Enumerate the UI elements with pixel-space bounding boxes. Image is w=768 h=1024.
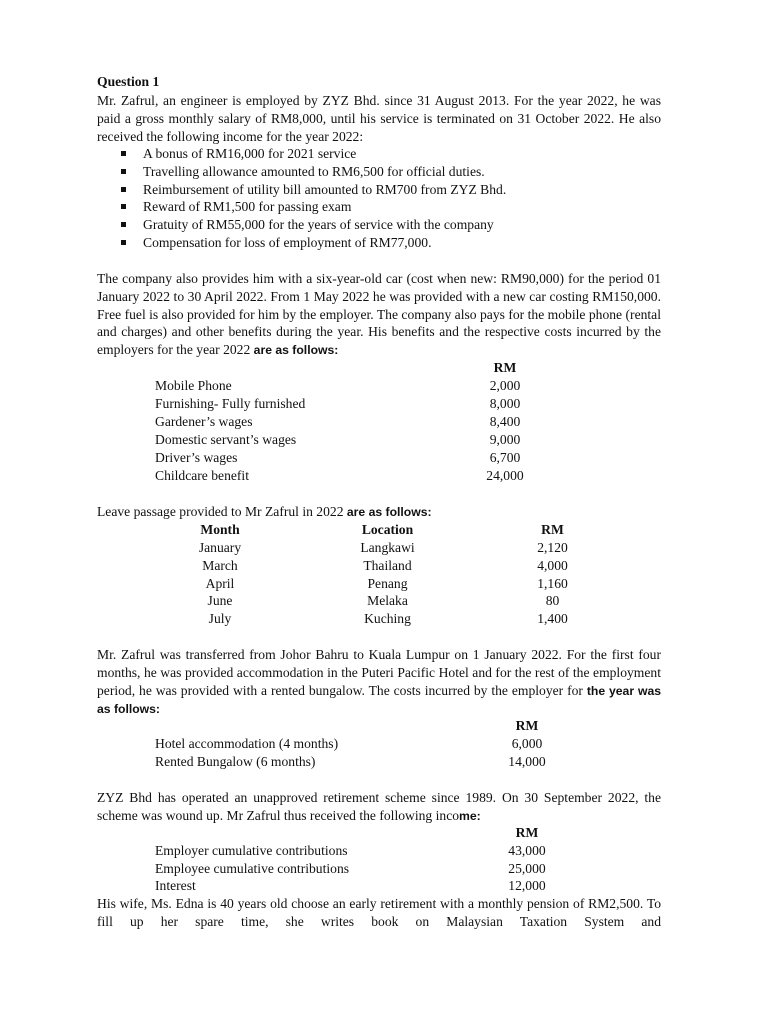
leave-location-header: Location (361, 522, 414, 537)
table-row-label: Employer cumulative contributions (155, 843, 348, 858)
table-row-month: June (207, 593, 233, 608)
table-row-label: Interest (155, 878, 196, 893)
table-row-label: Childcare benefit (155, 468, 249, 483)
bullet-icon (121, 222, 126, 227)
list-item: Compensation for loss of employment of RM77,000. (120, 234, 506, 252)
table-row-month: January (198, 540, 242, 555)
leave-intro: Leave passage provided to Mr Zafrul in 2022 are as follows: (97, 504, 432, 519)
income-list (120, 145, 506, 252)
accommodation-paragraph: Mr. Zafrul was transferred from Johor Bahru to Kuala Lumpur on 1 January 2022. For the first four months, he was provided accommodation in the Puteri Pacific Hotel and for the rest of the employment period, he was provided with a rented bungalow. The costs incurred by the employer for the year was as follows: (97, 647, 661, 717)
table-row-amount: 25,000 (508, 861, 546, 876)
table-row-amount: 80 (545, 593, 560, 608)
table-row-amount: 6,000 (511, 736, 543, 751)
question-heading: Question 1 (97, 74, 160, 89)
intro-paragraph: Mr. Zafrul, an engineer is employed by ZYZ Bhd. since 31 August 2013. For the year 2022, he was paid a gross monthly salary of RM8,000, until his service is terminated on 31 October 2022. He also received the following income for the year 2022: (97, 93, 661, 144)
table-row-label: Driver’s wages (155, 450, 238, 465)
accommodation-rm-header: RM (515, 718, 539, 733)
table-row-label: Gardener’s wages (155, 414, 253, 429)
table-row-location: Thailand (363, 558, 412, 573)
benefits-paragraph: The company also provides him with a six-year-old car (cost when new: RM90,000) for the period 01 January 2022 to 30 April 2022. From 1 May 2022 he was provided with a new car costing RM150,000. Free fuel is also provided for him by the employer. The company also pays for the mobile phone (rental and charges) and other benefits during the year. His benefits and the respective costs incurred by the employers for the year 2022 are as follows: (97, 271, 661, 358)
wife-paragraph: His wife, Ms. Edna is 40 years old choose an early retirement with a monthly pension of RM2,500. To fill up her spare time, she writes book on Malaysian Taxation System and (97, 896, 661, 929)
table-row-label: Domestic servant’s wages (155, 432, 297, 447)
table-row-location: Kuching (364, 611, 411, 626)
bullet-icon (121, 169, 126, 174)
table-row-amount: 14,000 (508, 754, 546, 769)
bullet-icon (121, 187, 126, 192)
retirement-rm-header: RM (515, 825, 539, 840)
table-row-label: Mobile Phone (155, 378, 232, 393)
table-row-amount: 1,400 (537, 611, 568, 626)
table-row-amount: 8,000 (489, 396, 521, 411)
list-item: Reimbursement of utility bill amounted to RM700 from ZYZ Bhd. (120, 181, 506, 199)
retirement-paragraph: ZYZ Bhd has operated an unapproved retirement scheme since 1989. On 30 September 2022, the scheme was wound up. Mr Zafrul thus received the following income: (97, 790, 661, 823)
leave-rm-header: RM (541, 522, 564, 537)
benefits-rm-header: RM (493, 360, 517, 375)
table-row-label: Hotel accommodation (4 months) (155, 736, 339, 751)
table-row-amount: 24,000 (486, 468, 524, 483)
table-row-amount: 6,700 (489, 450, 521, 465)
bullet-icon (121, 151, 126, 156)
table-row-month: July (208, 611, 232, 626)
table-row-label: Rented Bungalow (6 months) (155, 754, 316, 769)
table-row-label: Employee cumulative contributions (155, 861, 350, 876)
table-row-location: Langkawi (360, 540, 415, 555)
table-row-amount: 2,000 (489, 378, 521, 393)
table-row-label: Furnishing- Fully furnished (155, 396, 306, 411)
leave-month-header: Month (200, 522, 240, 537)
list-item: A bonus of RM16,000 for 2021 service (120, 145, 506, 163)
table-row-location: Melaka (367, 593, 408, 608)
table-row-amount: 12,000 (508, 878, 546, 893)
table-row-month: March (202, 558, 238, 573)
list-item: Reward of RM1,500 for passing exam (120, 198, 506, 216)
table-row-amount: 43,000 (508, 843, 546, 858)
table-row-amount: 1,160 (537, 576, 568, 591)
list-item: Gratuity of RM55,000 for the years of service with the company (120, 216, 506, 234)
table-row-amount: 4,000 (537, 558, 568, 573)
table-row-location: Penang (367, 576, 408, 591)
table-row-amount: 8,400 (489, 414, 521, 429)
table-row-amount: 2,120 (537, 540, 568, 555)
table-row-month: April (205, 576, 235, 591)
table-row-amount: 9,000 (489, 432, 521, 447)
list-item: Travelling allowance amounted to RM6,500 for official duties. (120, 163, 506, 181)
bullet-icon (121, 204, 126, 209)
bullet-icon (121, 240, 126, 245)
